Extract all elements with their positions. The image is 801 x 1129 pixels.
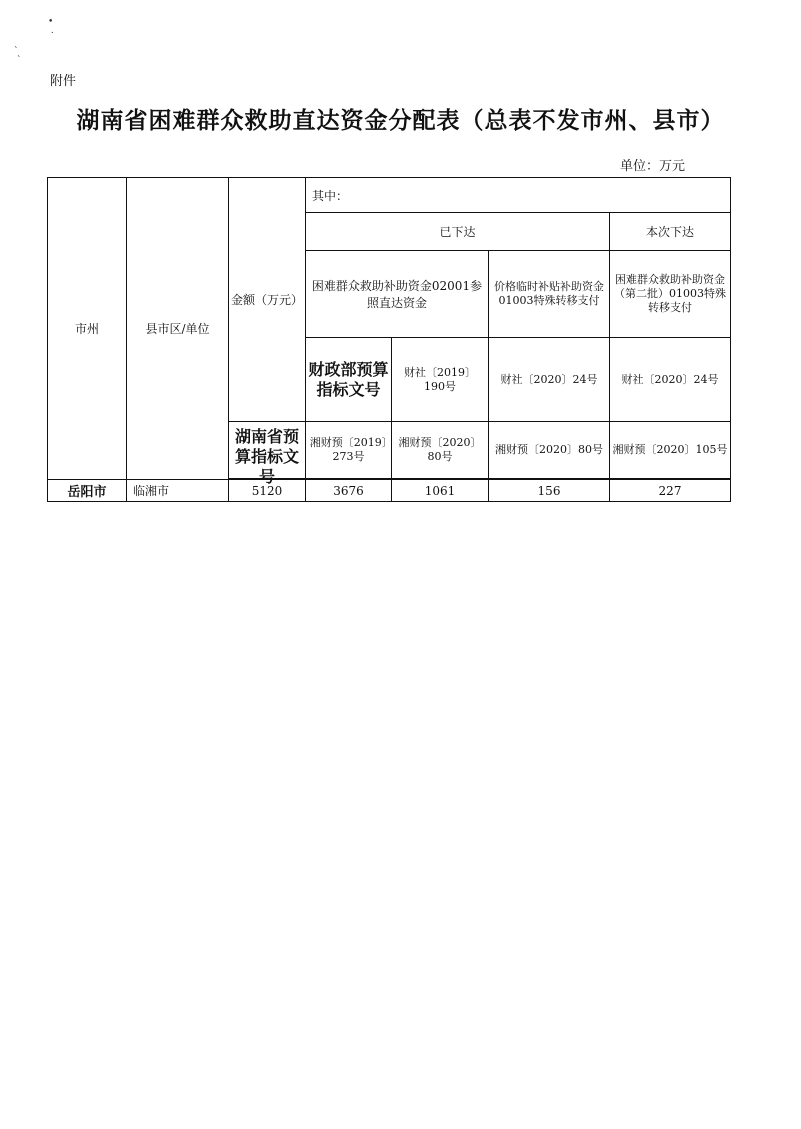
row-value: 156 — [489, 480, 610, 502]
allocation-table — [47, 177, 731, 502]
row-value: 1061 — [392, 480, 489, 502]
header-fund-3: 困难群众救助补助资金（第二批）01003特殊转移支付 — [610, 251, 731, 338]
row-amount: 5120 — [229, 480, 306, 502]
header-fund-2: 价格临时补贴补助资金01003特殊转移支付 — [489, 251, 610, 338]
row-city: 岳阳市 — [48, 480, 127, 502]
row-county: 临湘市 — [127, 480, 229, 502]
hn-doc-cell: 湘财预〔2019〕273号 — [306, 422, 392, 479]
hn-doc-cell: 湘财预〔2020〕105号 — [610, 422, 731, 479]
attachment-label: 附件 — [50, 74, 77, 89]
table-row — [48, 480, 731, 502]
mof-doc-label: 财政部预算指标文号 — [306, 338, 392, 422]
page-title: 湖南省困难群众救助直达资金分配表（总表不发市州、县市） — [76, 108, 725, 134]
header-issued: 已下达 — [306, 213, 610, 251]
unit-label: 单位：万元 — [620, 159, 686, 174]
scan-marks: • . — [48, 17, 54, 36]
header-county: 县市区/单位 — [127, 178, 229, 480]
mof-doc-cell: 财社〔2019〕190号 — [392, 338, 489, 422]
mof-doc-cell: 财社〔2020〕24号 — [489, 338, 610, 422]
header-of-which: 其中： — [306, 178, 731, 213]
header-fund-1: 困难群众救助补助资金02001参照直达资金 — [306, 251, 489, 338]
header-this-issue: 本次下达 — [610, 213, 731, 251]
hn-doc-label-cell — [229, 422, 306, 486]
hn-doc-cell: 湘财预〔2020〕80号 — [392, 422, 489, 479]
hn-doc-label: 湖南省预算指标文号 — [234, 427, 299, 486]
scan-marks: ` ` — [14, 47, 22, 66]
mof-doc-cell: 财社〔2020〕24号 — [610, 338, 731, 422]
row-value: 227 — [610, 480, 731, 502]
header-amount: 金额（万元） — [229, 178, 306, 422]
row-value: 3676 — [306, 480, 392, 502]
header-city: 市州 — [48, 178, 127, 480]
hn-doc-cell: 湘财预〔2020〕80号 — [489, 422, 610, 479]
